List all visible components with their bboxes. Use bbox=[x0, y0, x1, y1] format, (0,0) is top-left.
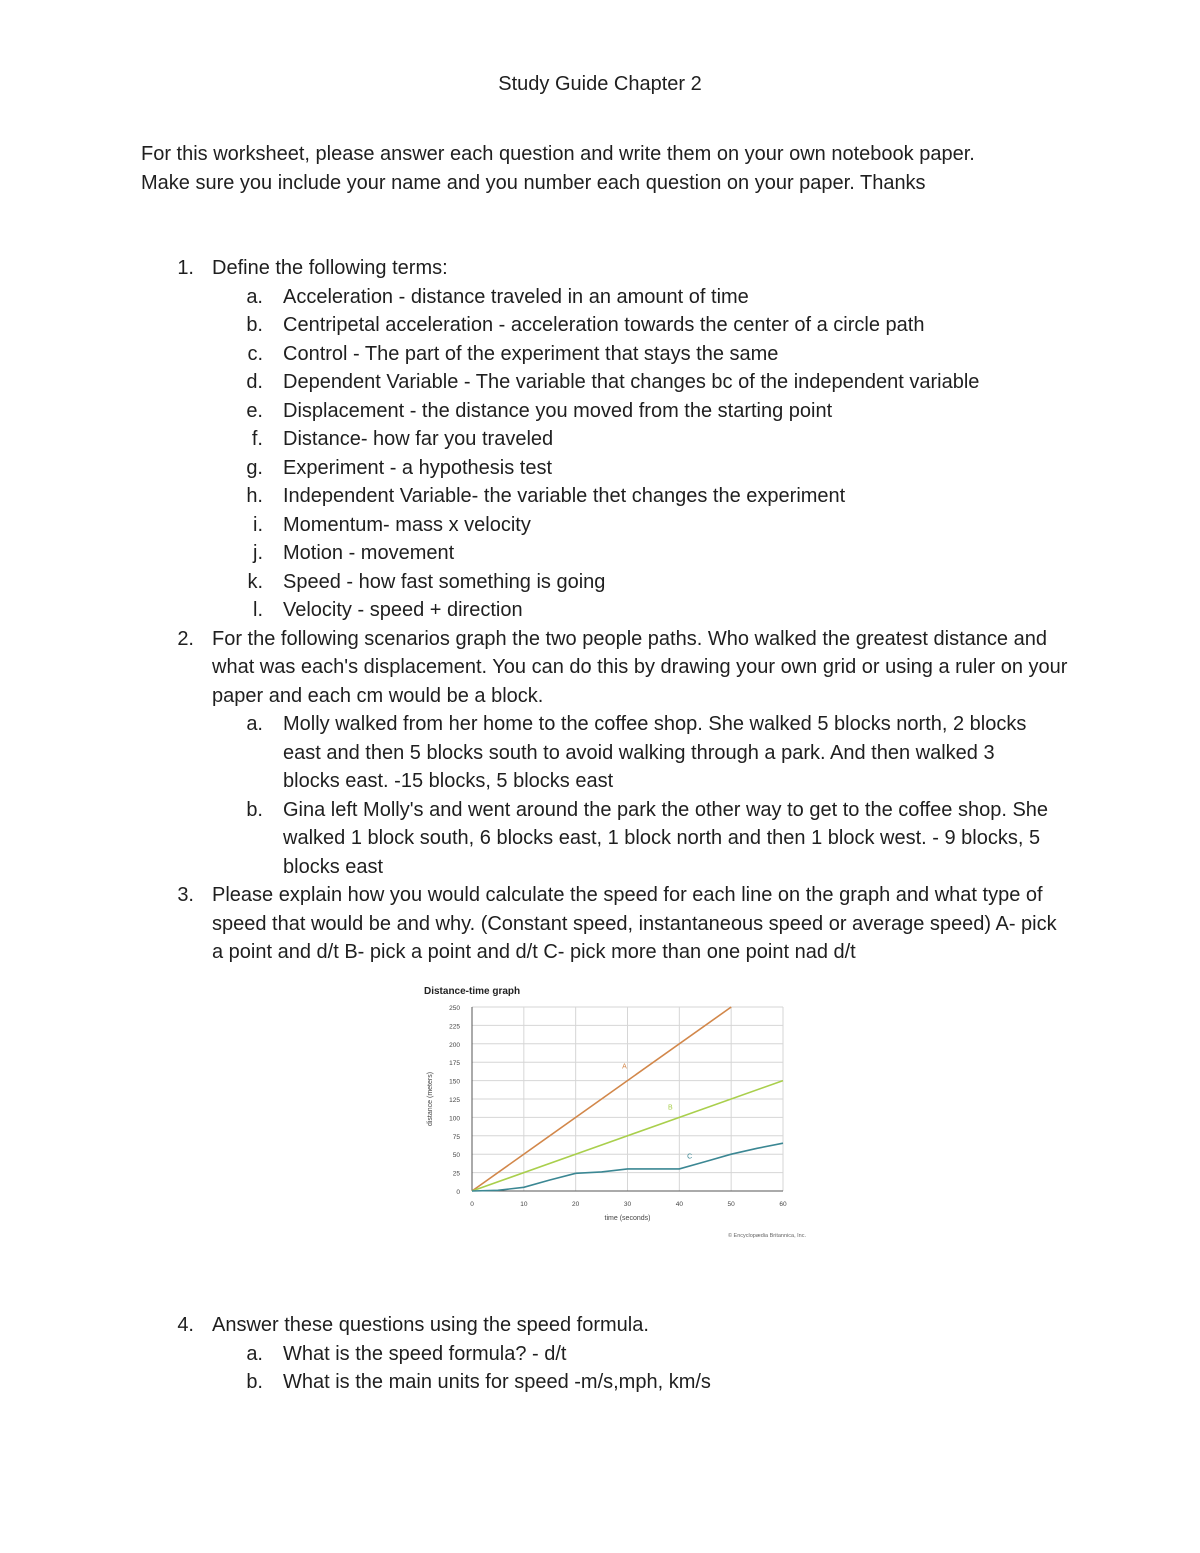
question-text: Answer these questions using the speed formula. bbox=[212, 1314, 649, 1336]
question-text: For the following scenarios graph the two people paths. Who walked the greatest distance and what was each's displacement. You can do this by drawing your own grid or using a ruler on your paper and each cm would be a block. bbox=[212, 627, 1068, 707]
question-1 bbox=[0, 254, 1200, 283]
item-text: Control - The part of the experiment that stays the same bbox=[283, 342, 779, 365]
item-text: Distance- how far you traveled bbox=[283, 428, 554, 450]
question-3 bbox=[0, 881, 1200, 967]
list-item bbox=[0, 511, 1200, 540]
y-tick-label: 100 bbox=[449, 1115, 460, 1123]
item-marker: a. bbox=[246, 713, 263, 735]
item-marker: c. bbox=[247, 342, 263, 365]
list-item bbox=[0, 425, 1200, 454]
y-tick-label: 50 bbox=[452, 1152, 460, 1160]
item-marker: b. bbox=[246, 314, 263, 336]
y-tick-label: 175 bbox=[449, 1060, 460, 1068]
x-tick-label: 30 bbox=[623, 1201, 632, 1208]
list-item bbox=[0, 568, 1200, 597]
intro-line: For this worksheet, please answer each question and write them on your own notebook paper. bbox=[141, 143, 975, 165]
distance-time-chart bbox=[418, 980, 818, 1242]
list-item bbox=[0, 796, 1200, 882]
question-number: 2. bbox=[177, 627, 194, 650]
item-marker: h. bbox=[246, 485, 263, 507]
list-item bbox=[0, 340, 1200, 369]
y-tick-label: 200 bbox=[449, 1041, 460, 1049]
list-item bbox=[0, 596, 1200, 625]
list-item bbox=[0, 311, 1200, 340]
question-number: 4. bbox=[177, 1314, 194, 1336]
page-title: Study Guide Chapter 2 bbox=[498, 73, 702, 95]
intro-line: Make sure you include your name and you number each question on your paper. Thanks bbox=[141, 171, 926, 194]
item-text: Velocity - speed + direction bbox=[283, 599, 523, 621]
x-tick-label: 0 bbox=[470, 1201, 474, 1208]
x-axis-label: time (seconds) bbox=[604, 1215, 651, 1222]
item-text: Displacement - the distance you moved from the starting point bbox=[283, 399, 833, 422]
item-marker: a. bbox=[246, 285, 263, 308]
item-text: Dependent Variable - The variable that changes bc of the independent variable bbox=[283, 371, 980, 393]
y-tick-label: 75 bbox=[452, 1133, 460, 1141]
chart-canvas bbox=[418, 980, 818, 1242]
intro-instructions bbox=[141, 140, 1101, 197]
item-marker: f. bbox=[251, 428, 263, 450]
series-label: C bbox=[687, 1153, 693, 1161]
list-item bbox=[0, 397, 1200, 426]
x-tick-label: 20 bbox=[572, 1201, 580, 1208]
item-marker: j. bbox=[253, 542, 263, 564]
y-tick-label: 0 bbox=[456, 1189, 460, 1196]
y-tick-label: 150 bbox=[449, 1078, 460, 1086]
y-axis-label: distance (meters) bbox=[427, 1071, 434, 1127]
question-list bbox=[0, 1311, 1200, 1397]
question-4-items bbox=[0, 1340, 1200, 1397]
item-text: Molly walked from her home to the coffee shop. She walked 5 blocks north, 2 blocks east and then 5 blocks south to avoid walking through a park. And then walked 3 blocks east. -15 blocks, 5 blocks east bbox=[283, 713, 1027, 792]
x-tick-label: 50 bbox=[727, 1201, 735, 1208]
item-marker: b. bbox=[246, 798, 263, 821]
y-tick-label: 225 bbox=[449, 1023, 460, 1031]
item-marker: a. bbox=[246, 1342, 263, 1365]
item-text: What is the main units for speed -m/s,mph, km/s bbox=[283, 1371, 711, 1393]
list-item bbox=[0, 482, 1200, 511]
item-marker: b. bbox=[246, 1371, 263, 1393]
x-tick-label: 60 bbox=[779, 1201, 787, 1208]
question-text: Define the following terms: bbox=[212, 257, 448, 279]
item-text: Momentum- mass x velocity bbox=[283, 513, 531, 536]
list-item bbox=[0, 1340, 1200, 1369]
question-1-terms bbox=[0, 283, 1200, 625]
y-tick-label: 125 bbox=[449, 1097, 460, 1104]
x-tick-label: 10 bbox=[520, 1201, 528, 1208]
question-2 bbox=[0, 625, 1200, 711]
item-marker: g. bbox=[246, 456, 263, 479]
list-item bbox=[0, 454, 1200, 483]
list-item bbox=[0, 368, 1200, 397]
chart-credit: © Encyclopædia Britannica, Inc. bbox=[727, 1233, 806, 1239]
list-item bbox=[0, 710, 1200, 796]
item-marker: l. bbox=[253, 599, 263, 621]
question-number: 1. bbox=[177, 257, 194, 279]
list-item bbox=[0, 1368, 1200, 1397]
question-list bbox=[0, 254, 1200, 967]
question-number: 3. bbox=[177, 884, 194, 906]
question-4 bbox=[0, 1311, 1200, 1340]
item-text: Motion - movement bbox=[283, 542, 455, 564]
list-item bbox=[0, 283, 1200, 312]
item-text: Gina left Molly's and went around the park the other way to get to the coffee shop. She walked 1 block south, 6 blocks east, 1 block north and then 1 block west. - 9 blocks, 5 blocks east bbox=[283, 798, 1049, 878]
series-label: B bbox=[667, 1104, 673, 1112]
question-text: Please explain how you would calculate the speed for each line on the graph and what type of speed that would be and why. (Constant speed, instantaneous speed or average speed) A- pick a point and d/t B- pick a point and d/t C- pick more than one point nad d/t bbox=[212, 884, 1057, 963]
item-marker: d. bbox=[246, 371, 263, 393]
item-text: What is the speed formula? - d/t bbox=[283, 1342, 567, 1365]
y-tick-label: 250 bbox=[449, 1005, 460, 1012]
item-marker: k. bbox=[247, 570, 263, 593]
series-label: A bbox=[622, 1063, 627, 1071]
chart-title: Distance-time graph bbox=[424, 986, 521, 997]
item-text: Acceleration - distance traveled in an amount of time bbox=[283, 285, 749, 308]
question-2-scenarios bbox=[0, 710, 1200, 881]
list-item bbox=[0, 539, 1200, 568]
item-marker: e. bbox=[246, 399, 263, 422]
x-tick-label: 40 bbox=[675, 1201, 683, 1208]
item-text: Speed - how fast something is going bbox=[283, 570, 606, 593]
item-marker: i. bbox=[253, 513, 263, 536]
y-tick-label: 25 bbox=[452, 1170, 460, 1178]
item-text: Centripetal acceleration - acceleration towards the center of a circle path bbox=[283, 314, 925, 336]
item-text: Experiment - a hypothesis test bbox=[283, 456, 553, 479]
item-text: Independent Variable- the variable thet changes the experiment bbox=[283, 485, 846, 507]
